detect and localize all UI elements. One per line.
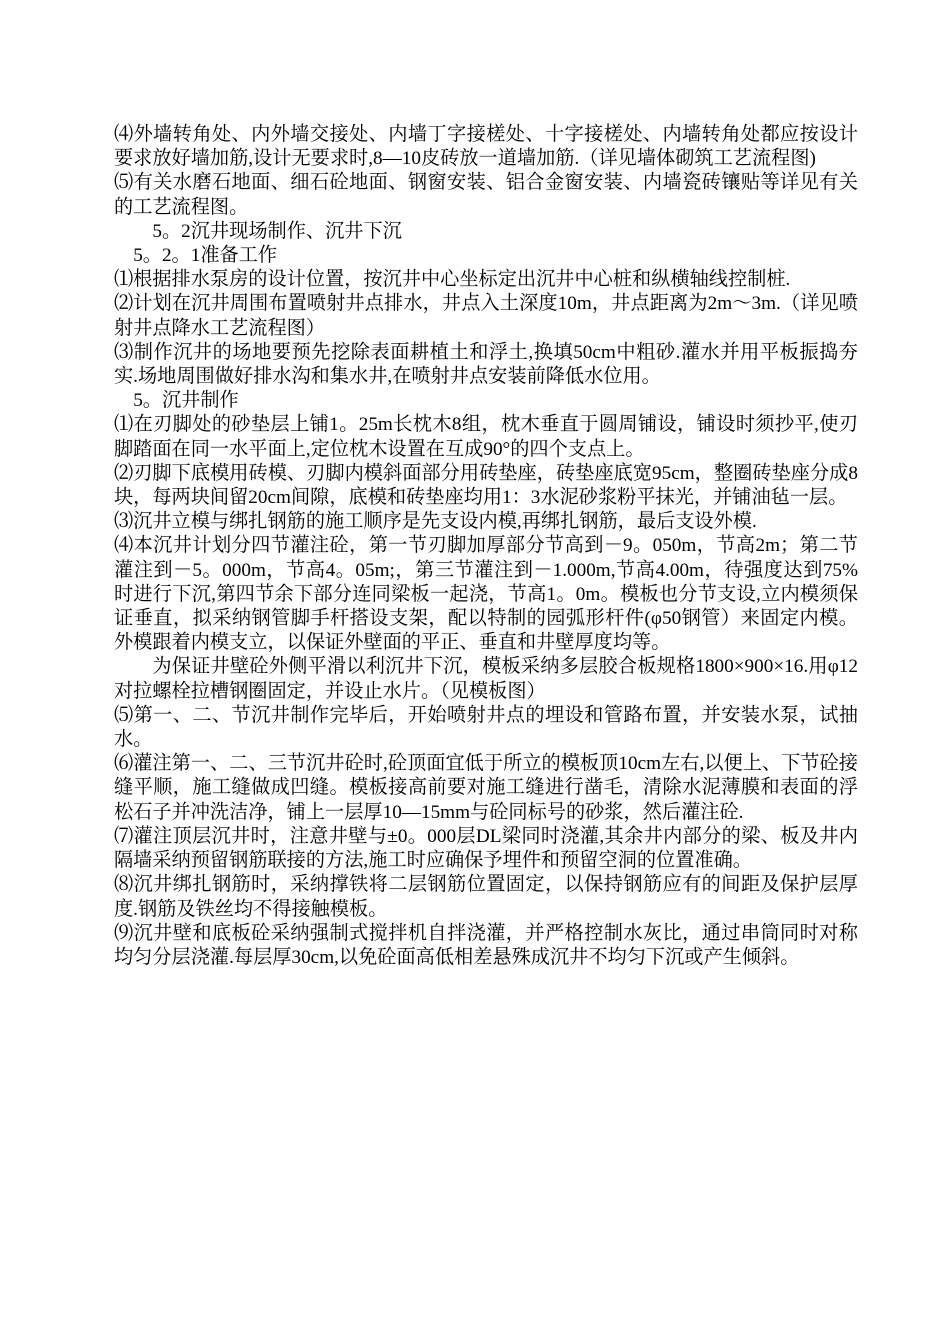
paragraph-fabrication-item-1: ⑴在刃脚处的砂垫层上铺1。25m长枕木8组，枕木垂直于圆周铺设，铺设时须抄平,使刃脚踏面在同一水平面上,定位枕木设置在互成90°的四个支点上。 [114,414,858,460]
paragraph-finishing-references: ⑸有关水磨石地面、细石砼地面、钢窗安装、铝合金窗安装、内墙瓷砖镶贴等详见有关的工艺流程图。 [114,172,858,218]
paragraph-fabrication-item-7: ⑺灌注顶层沉井时，注意井壁与±0。000层DL梁同时浇灌,其余井内部分的梁、板及井内隔墙采纳预留钢筋联接的方法,施工时应确保予埋件和预留空洞的位置准确。 [114,825,858,872]
paragraph-prep-item-2: ⑵计划在沉井周围布置喷射井点排水，井点入土深度10m，井点距离为2m～3m.（详见喷射井点降水工艺流程图） [114,293,858,339]
paragraph-fabrication-item-3: ⑶沉井立模与绑扎钢筋的施工顺序是先支设内模,再绑扎钢筋，最后支设外模. [114,511,757,533]
paragraph-fabrication-item-4: ⑷本沉井计划分四节灌注砼，第一节刃脚加厚部分节高到－9。050m，节高2m；第二节灌注到－5。000m，节高4。05m;，第三节灌注到－1.000m,节高4.00m，待强度达到75%时进行下沉,第四节余下部分连同梁板一起浇，节高1。0m。模板也分节支设,立内模须保证垂直，拟采纳钢管脚手杆搭设支架，配以特制的园弧形杆件(φ50钢管）来固定内模。外模跟着内模支立，以保证外壁面的平正、垂直和井壁厚度均等。 [114,535,858,654]
document-body [114,123,858,970]
subsection-heading-5-2-1: 5。2。1准备工作 [133,245,278,267]
paragraph-formwork-note: 为保证井壁砼外侧平滑以利沉井下沉，模板采纳多层胶合板规格1800×900×16.用φ12对拉螺栓拉槽钢圈固定，并设止水片。（见模板图） [114,656,858,702]
paragraph-prep-item-1: ⑴根据排水泵房的设计位置，按沉井中心坐标定出沉井中心桩和纵横轴线控制桩. [114,269,791,291]
paragraph-fabrication-item-8: ⑻沉井绑扎钢筋时，采纳撑铁将二层钢筋位置固定，以保持钢筋应有的间距及保护层厚度.钢筋及铁丝均不得接触模板。 [114,874,858,920]
paragraph-fabrication-item-5: ⑸第一、二、节沉井制作完毕后，开始喷射井点的埋设和管路布置，并安装水泵，试抽水。 [114,704,858,751]
section-heading-5-2: 5。2沉井现场制作、沉井下沉 [152,220,402,242]
paragraph-prep-item-3: ⑶制作沉井的场地要预先挖除表面耕植土和浮土,换填50cm中粗砂.灌水并用平板振捣夯实.场地周围做好排水沟和集水井,在喷射井点安装前降低水位用。 [114,341,858,388]
paragraph-fabrication-item-6: ⑹灌注第一、二、三节沉井砼时,砼顶面宜低于所立的模板顶10cm左右,以便上、下节砼接缝平顺，施工缝做成凹缝。模板接高前要对施工缝进行凿毛，清除水泥薄膜和表面的浮松石子并冲洗洁净，铺上一层厚10—15mm与砼同标号的砂浆，然后灌注砼. [114,753,858,823]
paragraph-fabrication-item-2: ⑵刃脚下底模用砖模、刃脚内模斜面部分用砖垫座，砖垫座底宽95cm，整圈砖垫座分成8块，每两块间留20cm间隙，底模和砖垫座均用1：3水泥砂浆粉平抹光，并铺油毡一层。 [114,462,858,509]
paragraph-wall-reinforcement: ⑷外墙转角处、内外墙交接处、内墙丁字接槎处、十字接槎处、内墙转角处都应按设计要求放好墙加筋,设计无要求时,8—10皮砖放一道墙加筋.（详见墙体砌筑工艺流程图) [114,124,858,170]
paragraph-fabrication-item-9: ⑼沉井壁和底板砼采纳强制式搅拌机自拌浇灌，并严格控制水灰比，通过串筒同时对称均匀分层浇灌.每层厚30cm,以免砼面高低相差悬殊成沉井不均匀下沉或产生倾斜。 [114,922,858,968]
subsection-heading-caisson-fabrication: 5。沉井制作 [133,390,239,412]
